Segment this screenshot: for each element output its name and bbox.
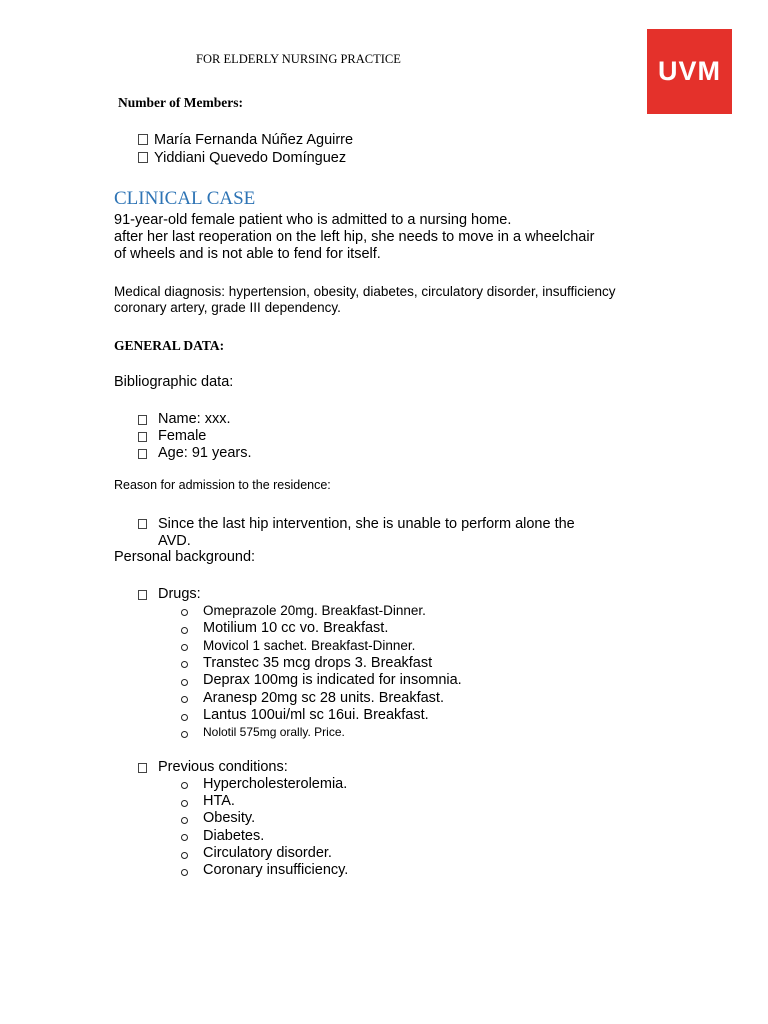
bibliographic-item: Female bbox=[158, 428, 207, 444]
bibliographic-item: Name: xxx. bbox=[158, 411, 231, 427]
bullet-icon bbox=[181, 817, 188, 824]
drug-item: Lantus 100ui/ml sc 16ui. Breakfast. bbox=[203, 707, 429, 723]
bullet-icon bbox=[181, 609, 188, 616]
logo-text: UVM bbox=[658, 56, 721, 86]
drug-item: Movicol 1 sachet. Breakfast-Dinner. bbox=[203, 638, 416, 653]
drugs-label: Drugs: bbox=[158, 586, 201, 602]
bullet-icon bbox=[181, 644, 188, 651]
case-line: 91-year-old female patient who is admitted to a nursing home. bbox=[114, 212, 512, 228]
document-title: FOR ELDERLY NURSING PRACTICE bbox=[196, 52, 401, 66]
checkbox-icon bbox=[138, 763, 147, 773]
bullet-icon bbox=[181, 869, 188, 876]
bullet-icon bbox=[181, 661, 188, 668]
uvm-logo bbox=[647, 29, 732, 114]
case-line: after her last reoperation on the left hip, she needs to move in a wheelchair bbox=[114, 229, 595, 245]
checkbox-icon bbox=[138, 432, 147, 442]
diagnosis-line: coronary artery, grade III dependency. bbox=[114, 300, 341, 315]
members-label: Number of Members: bbox=[118, 95, 243, 110]
drug-item: Aranesp 20mg sc 28 units. Breakfast. bbox=[203, 690, 444, 706]
bullet-icon bbox=[181, 627, 188, 634]
clinical-case-heading: CLINICAL CASE bbox=[114, 188, 256, 209]
reason-label: Reason for admission to the residence: bbox=[114, 478, 331, 492]
condition-item: HTA. bbox=[203, 793, 235, 809]
drug-item: Motilium 10 cc vo. Breakfast. bbox=[203, 620, 389, 636]
bullet-icon bbox=[181, 696, 188, 703]
member-item: María Fernanda Núñez Aguirre bbox=[138, 132, 353, 148]
condition-item: Coronary insufficiency. bbox=[203, 862, 349, 878]
drug-item: Deprax 100mg is indicated for insomnia. bbox=[203, 672, 462, 688]
bibliographic-item: Age: 91 years. bbox=[158, 445, 252, 461]
checkbox-icon bbox=[138, 134, 148, 145]
bullet-icon bbox=[181, 731, 188, 738]
condition-item: Circulatory disorder. bbox=[203, 845, 332, 861]
member-item: Yiddiani Quevedo Domínguez bbox=[138, 150, 346, 166]
drug-item: Nolotil 575mg orally. Price. bbox=[203, 725, 345, 739]
bullet-icon bbox=[181, 852, 188, 859]
bullet-icon bbox=[181, 714, 188, 721]
checkbox-icon bbox=[138, 415, 147, 425]
reason-item-line: Since the last hip intervention, she is unable to perform alone the bbox=[158, 516, 575, 532]
personal-background-label: Personal background: bbox=[114, 549, 256, 565]
bullet-icon bbox=[181, 800, 188, 807]
drug-item: Omeprazole 20mg. Breakfast-Dinner. bbox=[203, 603, 426, 618]
checkbox-icon bbox=[138, 449, 147, 459]
condition-item: Diabetes. bbox=[203, 828, 265, 844]
checkbox-icon bbox=[138, 590, 147, 600]
case-line: of wheels and is not able to fend for itself. bbox=[114, 246, 381, 262]
drug-item: Transtec 35 mcg drops 3. Breakfast bbox=[203, 655, 433, 671]
general-data-heading: GENERAL DATA: bbox=[114, 338, 225, 353]
checkbox-icon bbox=[138, 519, 147, 529]
diagnosis-line: Medical diagnosis: hypertension, obesity, diabetes, circulatory disorder, insufficiency bbox=[114, 284, 616, 299]
bullet-icon bbox=[181, 679, 188, 686]
condition-item: Hypercholesterolemia. bbox=[203, 776, 348, 792]
bibliographic-label: Bibliographic data: bbox=[114, 374, 234, 390]
bullet-icon bbox=[181, 782, 188, 789]
previous-conditions-label: Previous conditions: bbox=[158, 759, 288, 775]
reason-item-line: AVD. bbox=[158, 533, 191, 549]
bullet-icon bbox=[181, 834, 188, 841]
checkbox-icon bbox=[138, 152, 148, 163]
condition-item: Obesity. bbox=[203, 810, 256, 826]
